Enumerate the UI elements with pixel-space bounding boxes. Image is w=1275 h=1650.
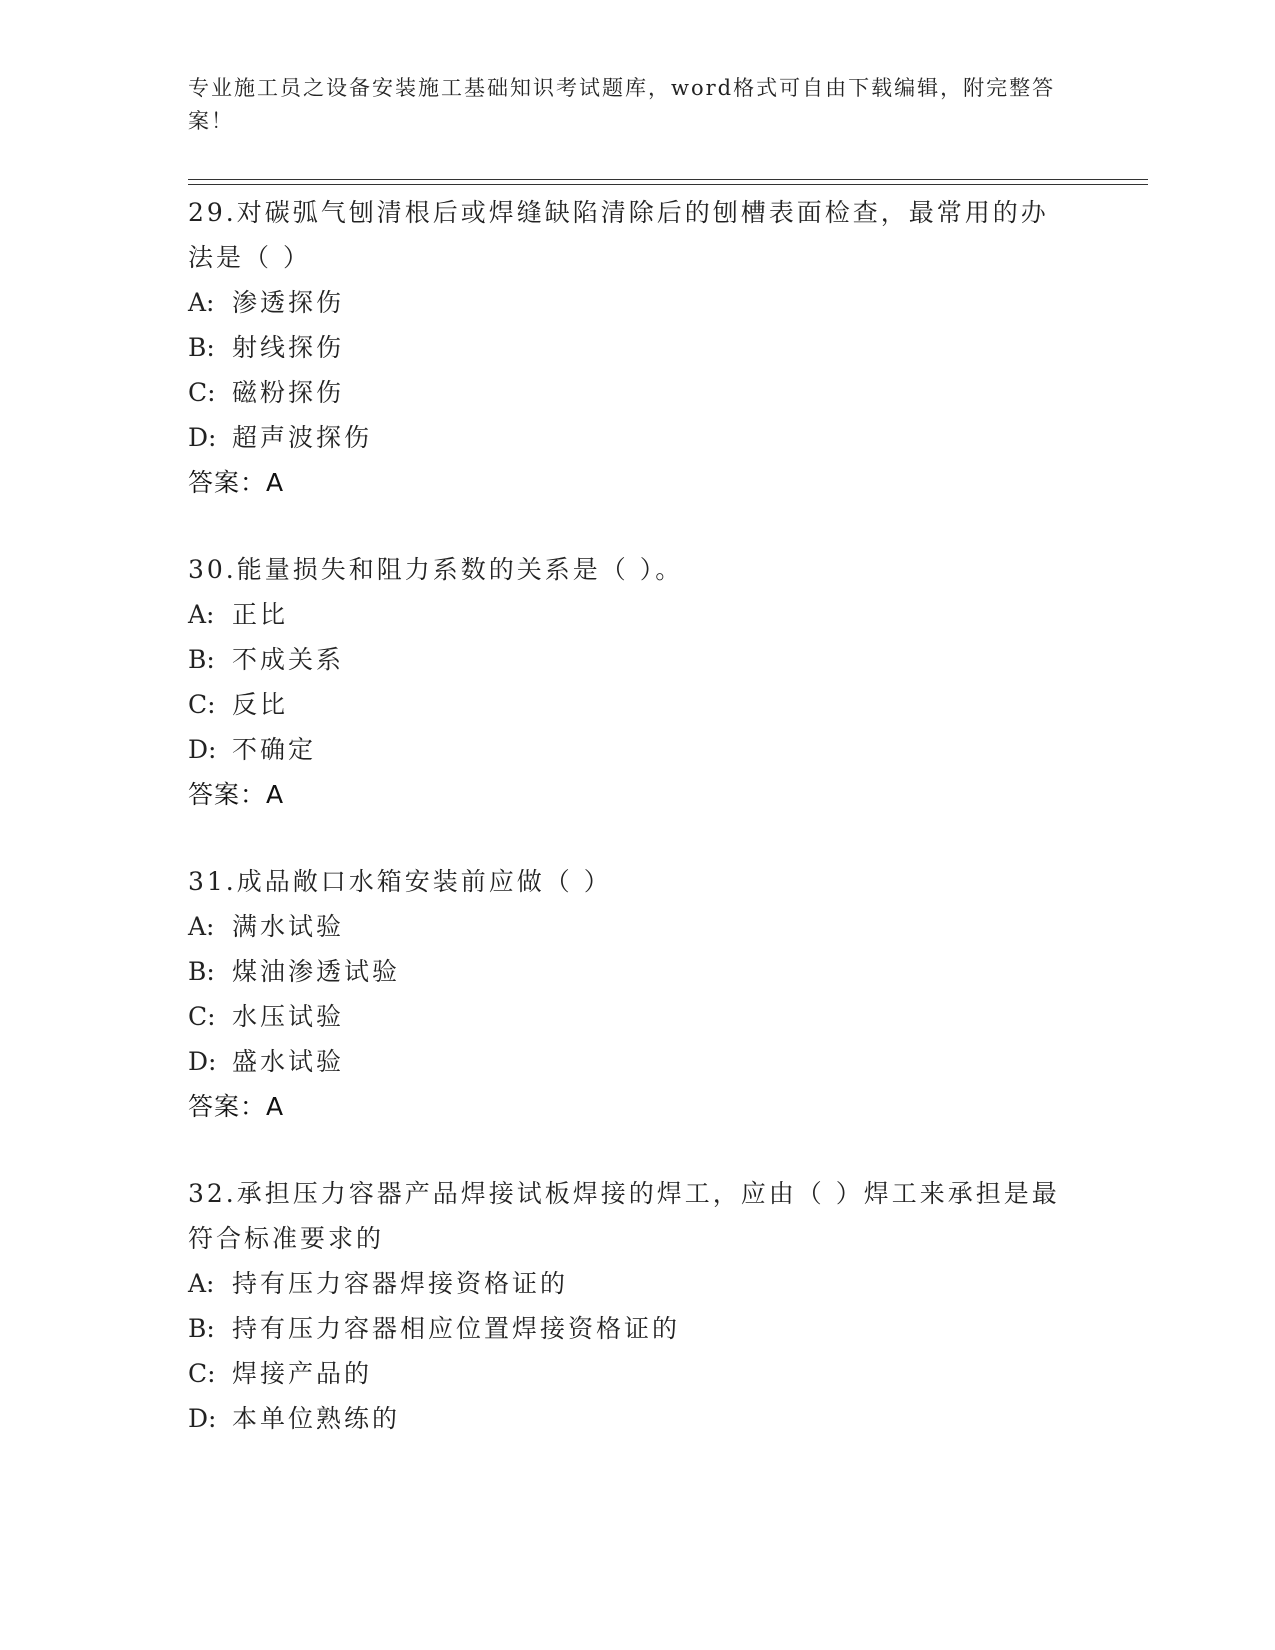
option-letter: C: (188, 690, 216, 719)
option-letter: D: (188, 423, 217, 452)
question-30 (188, 547, 1068, 817)
header-divider (188, 179, 1148, 185)
option-text: 不成关系 (232, 645, 345, 674)
option-text: 本单位熟练的 (232, 1404, 401, 1433)
option-letter: A: (188, 288, 215, 317)
option-a (188, 592, 1068, 637)
option-b (188, 1306, 1068, 1351)
question-stem: 29.对碳弧气刨清根后或焊缝缺陷清除后的刨槽表面检查，最常用的办法是（ ） (188, 198, 1049, 272)
option-letter: D: (188, 735, 217, 764)
question-stem: 32.承担压力容器产品焊接试板焊接的焊工，应由（ ）焊工来承担是最符合标准要求的 (188, 1179, 1060, 1253)
option-d (188, 415, 1068, 460)
option-letter: A: (188, 1269, 215, 1298)
option-d (188, 727, 1068, 772)
option-d (188, 1396, 1068, 1441)
option-a (188, 904, 1068, 949)
question-31 (188, 859, 1068, 1129)
option-letter: C: (188, 1359, 216, 1388)
option-letter: A: (188, 600, 215, 629)
option-letter: D: (188, 1404, 217, 1433)
option-letter: B: (188, 957, 215, 986)
question-29 (188, 190, 1068, 505)
option-c (188, 682, 1068, 727)
option-text: 磁粉探伤 (232, 378, 345, 407)
option-c (188, 370, 1068, 415)
option-letter: B: (188, 333, 215, 362)
option-c (188, 1351, 1068, 1396)
option-text: 水压试验 (232, 1002, 345, 1031)
option-text: 渗透探伤 (232, 288, 345, 317)
option-text: 满水试验 (232, 912, 345, 941)
option-text: 焊接产品的 (232, 1359, 373, 1388)
option-b (188, 949, 1068, 994)
answer-line: 答案：A (188, 468, 285, 497)
option-letter: C: (188, 378, 216, 407)
option-text: 射线探伤 (232, 333, 345, 362)
option-letter: A: (188, 912, 215, 941)
option-text: 不确定 (232, 735, 317, 764)
option-a (188, 280, 1068, 325)
option-c (188, 994, 1068, 1039)
answer-line: 答案：A (188, 780, 285, 809)
option-text: 持有压力容器相应位置焊接资格证的 (232, 1314, 681, 1343)
option-b (188, 325, 1068, 370)
option-letter: B: (188, 1314, 215, 1343)
option-text: 超声波探伤 (232, 423, 373, 452)
document-header: 专业施工员之设备安装施工基础知识考试题库，word格式可自由下载编辑，附完整答案！ (188, 76, 1056, 133)
option-d (188, 1039, 1068, 1084)
question-stem: 31.成品敞口水箱安装前应做（ ） (188, 867, 612, 896)
option-letter: C: (188, 1002, 216, 1031)
option-text: 反比 (232, 690, 289, 719)
question-32 (188, 1171, 1068, 1441)
option-b (188, 637, 1068, 682)
question-list (188, 190, 1068, 1483)
option-text: 持有压力容器焊接资格证的 (232, 1269, 569, 1298)
option-text: 煤油渗透试验 (232, 957, 401, 986)
answer-line: 答案：A (188, 1092, 285, 1121)
option-text: 正比 (232, 600, 289, 629)
option-text: 盛水试验 (232, 1047, 345, 1076)
question-stem: 30.能量损失和阻力系数的关系是（ ）。 (188, 555, 684, 584)
option-a (188, 1261, 1068, 1306)
option-letter: B: (188, 645, 215, 674)
option-letter: D: (188, 1047, 217, 1076)
